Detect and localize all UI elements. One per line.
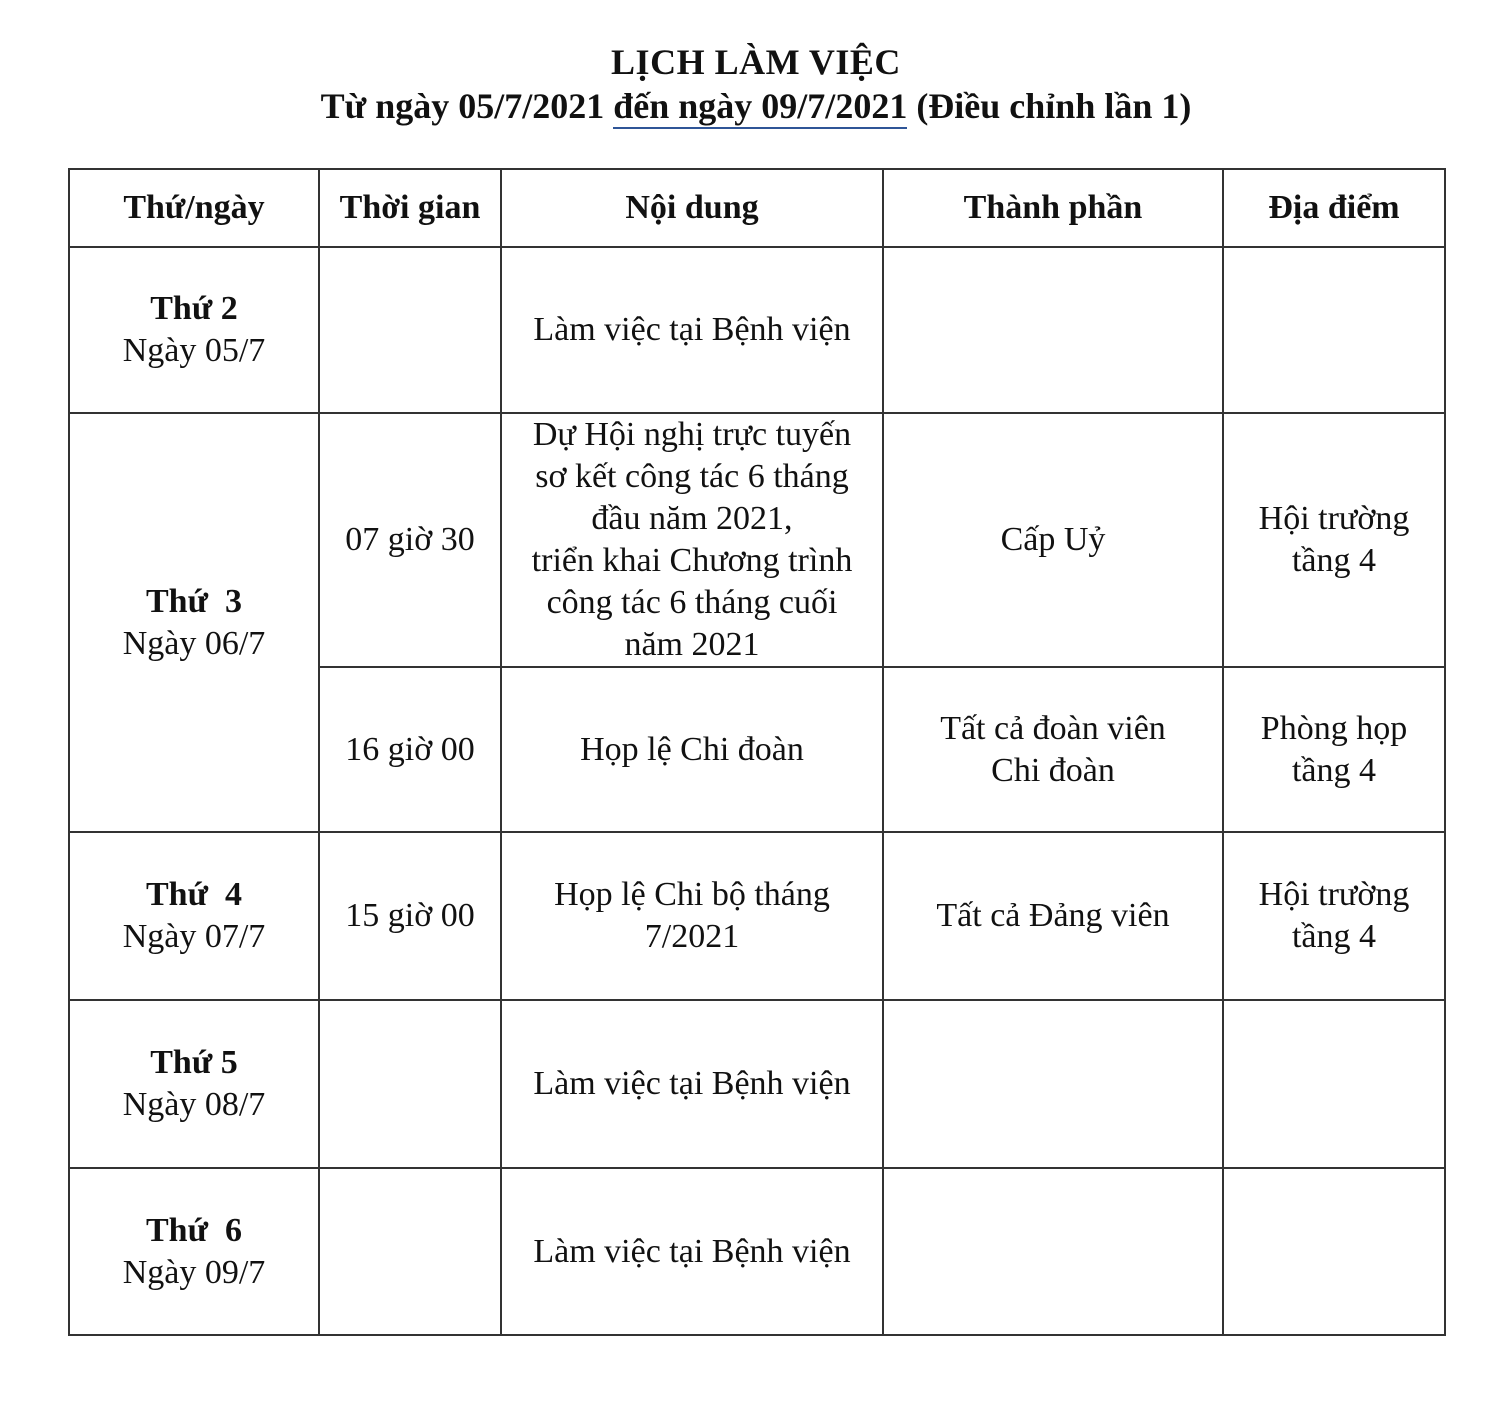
time-cell: [319, 1000, 501, 1168]
day-cell: [69, 247, 319, 413]
header-time: Thời gian: [319, 169, 501, 247]
day-name: Thứ 3: [146, 582, 242, 620]
day-date: Ngày 05/7: [122, 332, 266, 369]
day-name: Thứ 4: [146, 876, 242, 913]
day-cell: [69, 1000, 319, 1168]
day-date: Ngày 07/7: [122, 918, 266, 955]
day-date: Ngày 09/7: [122, 1253, 266, 1291]
table-row: [69, 247, 1445, 413]
location-cell: Hội trường tầng 4: [1223, 832, 1445, 1000]
day-cell: [69, 832, 319, 1000]
header-day: Thứ/ngày: [69, 169, 319, 247]
schedule-table: [68, 168, 1446, 1336]
document-title: LỊCH LÀM VIỆC: [611, 42, 901, 82]
day-cell: [69, 413, 319, 832]
subtitle-revision: (Điều chỉnh lần 1): [907, 86, 1192, 126]
participants-cell: [883, 1000, 1223, 1168]
subtitle-end-date: đến ngày 09/7/2021: [613, 86, 907, 129]
table-row: [69, 832, 1445, 1000]
content-cell: Họp lệ Chi đoàn: [501, 667, 883, 832]
table-row: [69, 1000, 1445, 1168]
time-cell: [319, 1168, 501, 1335]
participants-cell: Tất cả đoàn viên Chi đoàn: [883, 667, 1223, 832]
participants-cell: [883, 247, 1223, 413]
document-subtitle: [0, 84, 1500, 128]
time-cell: 07 giờ 30: [319, 413, 501, 667]
location-cell: [1223, 1000, 1445, 1168]
content-cell: Làm việc tại Bệnh viện: [501, 1168, 883, 1335]
table-row: [69, 1168, 1445, 1335]
header-participants: Thành phần: [883, 169, 1223, 247]
content-cell: Dự Hội nghị trực tuyến sơ kết công tác 6 tháng đầu năm 2021, triển khai Chương trình công tác 6 tháng cuối năm 2021: [501, 413, 883, 667]
content-cell: Làm việc tại Bệnh viện: [501, 247, 883, 413]
day-name: Thứ 5: [150, 1044, 238, 1081]
location-cell: Phòng họp tầng 4: [1223, 667, 1445, 832]
time-cell: 15 giờ 00: [319, 832, 501, 1000]
header-row: [69, 169, 1445, 247]
content-cell: Họp lệ Chi bộ tháng 7/2021: [501, 832, 883, 1000]
time-cell: [319, 247, 501, 413]
day-date: Ngày 08/7: [122, 1086, 266, 1123]
day-name: Thứ 2: [150, 290, 238, 327]
header-location: Địa điểm: [1223, 169, 1445, 247]
participants-cell: Tất cả Đảng viên: [883, 832, 1223, 1000]
day-cell: [69, 1168, 319, 1335]
day-name: Thứ 6: [146, 1211, 242, 1249]
content-cell: Làm việc tại Bệnh viện: [501, 1000, 883, 1168]
location-cell: [1223, 247, 1445, 413]
participants-cell: Cấp Uỷ: [883, 413, 1223, 667]
location-cell: Hội trường tầng 4: [1223, 413, 1445, 667]
header-content: Nội dung: [501, 169, 883, 247]
day-date: Ngày 06/7: [122, 624, 266, 662]
subtitle-start: Từ ngày 05/7/2021: [320, 86, 614, 126]
participants-cell: [883, 1168, 1223, 1335]
table-row: [69, 413, 1445, 667]
time-cell: 16 giờ 00: [319, 667, 501, 832]
location-cell: [1223, 1168, 1445, 1335]
